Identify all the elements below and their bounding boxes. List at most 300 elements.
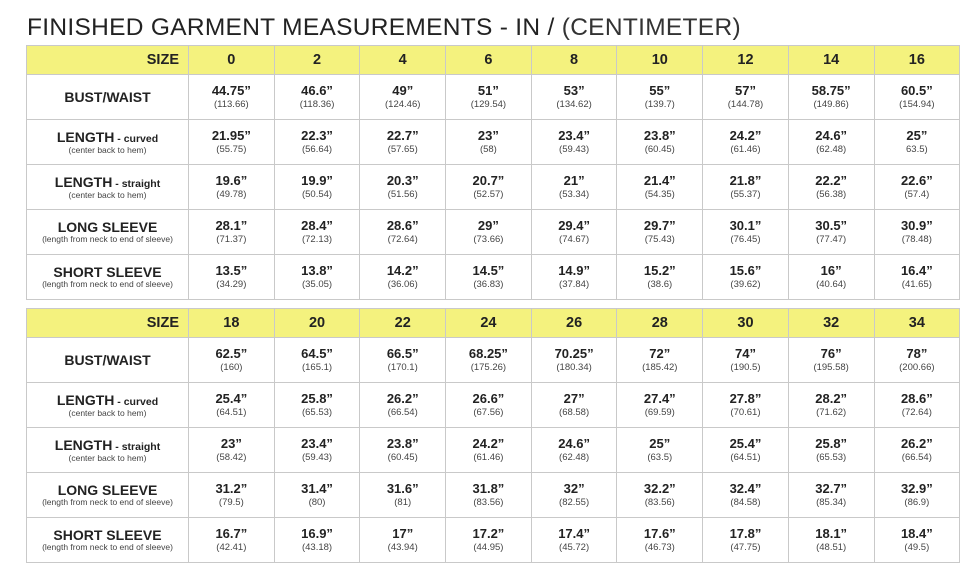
value-centimeters: (185.42) xyxy=(642,361,678,373)
measurement-cell xyxy=(703,473,789,518)
measurement-cell xyxy=(788,120,874,165)
value-centimeters: (43.94) xyxy=(387,541,418,553)
size-header-cell: 20 xyxy=(274,309,360,338)
measurement-cell xyxy=(274,518,360,563)
value-inches: 28.6” xyxy=(386,217,419,233)
size-header-cell: 22 xyxy=(360,309,446,338)
measurement-cell xyxy=(617,255,703,300)
value-inches: 28.4” xyxy=(301,217,333,233)
value-centimeters: (170.1) xyxy=(387,361,418,373)
measurement-cell xyxy=(617,338,703,383)
row-label-cell xyxy=(27,473,189,518)
row-label-note: (center back to hem) xyxy=(68,144,147,155)
value-centimeters: (40.64) xyxy=(816,278,847,290)
value-inches: 76” xyxy=(820,345,842,361)
measurement-cell xyxy=(874,338,960,383)
value-inches: 62.5” xyxy=(215,345,248,361)
value-inches: 70.25” xyxy=(554,345,594,361)
row-label-cell xyxy=(27,383,189,428)
value-centimeters: (64.51) xyxy=(216,406,247,418)
size-header-row xyxy=(27,46,960,75)
measurement-cell xyxy=(617,383,703,428)
measurement-cell xyxy=(446,383,532,428)
value-centimeters: (154.94) xyxy=(899,98,935,110)
value-inches: 31.2” xyxy=(215,480,248,496)
value-inches: 21.95” xyxy=(211,127,251,143)
row-label-note: (center back to hem) xyxy=(68,452,147,463)
measurement-cell xyxy=(874,75,960,120)
row-label xyxy=(27,438,188,453)
value-inches: 22.7” xyxy=(386,127,419,143)
size-header-cell: 8 xyxy=(531,46,617,75)
value-centimeters: (56.38) xyxy=(816,188,847,200)
value-inches: 19.9” xyxy=(301,172,333,188)
value-centimeters: (71.62) xyxy=(816,406,847,418)
measurement-row xyxy=(27,120,960,165)
measurement-cell xyxy=(531,165,617,210)
value-centimeters: (38.6) xyxy=(647,278,673,290)
value-inches: 66.5” xyxy=(386,345,419,361)
row-label-text: LENGTH xyxy=(56,391,115,408)
measurement-cell xyxy=(274,428,360,473)
value-inches: 53” xyxy=(563,82,585,98)
size-header-cell: 12 xyxy=(703,46,789,75)
value-centimeters: (113.66) xyxy=(214,98,249,110)
measurement-cell xyxy=(446,210,532,255)
value-inches: 29.7” xyxy=(643,217,676,233)
measurement-cell xyxy=(703,383,789,428)
value-centimeters: (44.95) xyxy=(473,541,504,553)
row-label xyxy=(27,175,188,190)
size-header-cell: 4 xyxy=(360,46,446,75)
measurement-cell xyxy=(360,383,446,428)
value-inches: 27” xyxy=(563,390,585,406)
value-centimeters: (79.5) xyxy=(218,496,244,508)
measurement-cell xyxy=(703,120,789,165)
value-centimeters: (190.5) xyxy=(730,361,761,373)
value-centimeters: (56.64) xyxy=(301,143,333,155)
value-centimeters: (54.35) xyxy=(644,188,675,200)
row-label-suffix: - straight xyxy=(112,177,161,190)
row-label-text: BUST/WAIST xyxy=(64,351,151,368)
value-centimeters: (139.7) xyxy=(644,98,675,110)
size-header-cell: 26 xyxy=(531,309,617,338)
measurement-cell xyxy=(274,165,360,210)
measurement-cell xyxy=(274,210,360,255)
value-centimeters: (51.56) xyxy=(387,188,418,200)
value-inches: 57” xyxy=(734,82,756,98)
measurement-cell xyxy=(788,165,874,210)
value-centimeters: (41.65) xyxy=(901,278,932,290)
row-label-text: LENGTH xyxy=(56,128,115,145)
measurement-cell xyxy=(874,120,960,165)
value-centimeters: (57.4) xyxy=(904,188,930,200)
row-label-cell xyxy=(27,165,189,210)
value-inches: 26.2” xyxy=(386,390,419,406)
size-header-cell: 6 xyxy=(446,46,532,75)
row-label-text: LENGTH xyxy=(54,436,113,453)
size-header-cell: 18 xyxy=(189,309,275,338)
measurement-cell xyxy=(788,75,874,120)
value-centimeters: (67.56) xyxy=(473,406,504,418)
value-inches: 68.25” xyxy=(468,345,508,361)
value-centimeters: (200.66) xyxy=(899,361,935,373)
value-inches: 14.9” xyxy=(558,262,590,278)
value-centimeters: (53.34) xyxy=(559,188,590,200)
measurement-cell xyxy=(360,120,446,165)
measurement-row xyxy=(27,338,960,383)
measurement-cell xyxy=(446,518,532,563)
row-label-note: (length from neck to end of sleeve) xyxy=(42,279,173,290)
row-label-cell xyxy=(27,210,189,255)
row-label-cell xyxy=(27,255,189,300)
value-inches: 16.7” xyxy=(215,525,248,541)
measurement-cell xyxy=(617,518,703,563)
measurement-cell xyxy=(531,338,617,383)
value-centimeters: (36.83) xyxy=(473,278,504,290)
measurement-cell xyxy=(531,383,617,428)
value-inches: 17.6” xyxy=(643,525,676,541)
page-title xyxy=(27,14,741,42)
value-inches: 24.2” xyxy=(729,127,762,143)
measurement-cell xyxy=(446,338,532,383)
value-centimeters: (124.46) xyxy=(385,98,421,110)
value-inches: 64.5” xyxy=(301,345,333,361)
row-label-note: (length from neck to end of sleeve) xyxy=(42,497,173,508)
row-label-suffix: - straight xyxy=(112,440,161,453)
value-inches: 25” xyxy=(906,127,928,143)
title-separator: / xyxy=(540,14,562,41)
value-centimeters: (72.64) xyxy=(387,233,418,245)
measurement-cell xyxy=(531,518,617,563)
value-inches: 21” xyxy=(563,172,585,188)
value-inches: 25.8” xyxy=(301,390,333,406)
measurement-cell xyxy=(874,428,960,473)
value-inches: 22.3” xyxy=(301,127,333,143)
measurement-cell xyxy=(446,255,532,300)
size-header-row xyxy=(27,309,960,338)
title-main: FINISHED GARMENT MEASUREMENTS - IN xyxy=(27,14,541,41)
row-label xyxy=(27,528,188,543)
measurement-cell xyxy=(874,473,960,518)
measurement-cell xyxy=(788,473,874,518)
row-label-cell xyxy=(27,75,189,120)
value-inches: 60.5” xyxy=(900,82,933,98)
size-header-cell: 24 xyxy=(446,309,532,338)
measurement-cell xyxy=(189,473,275,518)
value-centimeters: (81) xyxy=(394,496,412,508)
value-inches: 20.3” xyxy=(386,172,419,188)
measurement-cell xyxy=(617,428,703,473)
measurement-cell xyxy=(360,518,446,563)
row-label-cell xyxy=(27,518,189,563)
measurement-cell xyxy=(446,75,532,120)
measurement-cell xyxy=(531,428,617,473)
measurement-cell xyxy=(531,473,617,518)
value-centimeters: (195.58) xyxy=(813,361,849,373)
value-centimeters: (118.36) xyxy=(299,98,335,110)
measurement-cell xyxy=(531,210,617,255)
value-inches: 78” xyxy=(906,345,928,361)
row-label-note: (center back to hem) xyxy=(68,189,147,200)
row-label-note: (length from neck to end of sleeve) xyxy=(42,542,173,553)
measurement-cell xyxy=(446,428,532,473)
value-inches: 30.1” xyxy=(729,217,762,233)
value-centimeters: (50.54) xyxy=(301,188,333,200)
value-inches: 32.7” xyxy=(815,480,848,496)
value-centimeters: (83.56) xyxy=(473,496,504,508)
value-inches: 58.75” xyxy=(811,82,851,98)
size-header-cell: 16 xyxy=(874,46,960,75)
value-centimeters: (62.48) xyxy=(559,451,590,463)
value-centimeters: (68.58) xyxy=(559,406,590,418)
value-centimeters: (55.37) xyxy=(730,188,761,200)
measurement-cell xyxy=(360,210,446,255)
value-inches: 23.4” xyxy=(558,127,590,143)
value-centimeters: (72.13) xyxy=(301,233,333,245)
value-inches: 19.6” xyxy=(215,172,248,188)
value-inches: 30.9” xyxy=(900,217,933,233)
value-centimeters: (129.54) xyxy=(470,98,507,110)
value-inches: 22.6” xyxy=(900,172,933,188)
value-centimeters: (42.41) xyxy=(216,541,247,553)
value-centimeters: (69.59) xyxy=(644,406,675,418)
value-centimeters: (48.51) xyxy=(816,541,847,553)
measurement-cell xyxy=(617,210,703,255)
value-inches: 15.6” xyxy=(729,262,762,278)
value-inches: 32.9” xyxy=(900,480,933,496)
measurement-table-sizes-0-16 xyxy=(26,45,960,300)
measurement-cell xyxy=(360,338,446,383)
measurement-cell xyxy=(703,255,789,300)
row-label xyxy=(27,393,188,408)
measurement-cell xyxy=(274,75,360,120)
size-header-cell: 0 xyxy=(189,46,275,75)
value-centimeters: (66.54) xyxy=(387,406,418,418)
row-label-note: (center back to hem) xyxy=(68,407,147,418)
value-centimeters: (49.5) xyxy=(904,541,930,553)
measurement-cell xyxy=(360,255,446,300)
measurement-cell xyxy=(189,518,275,563)
value-centimeters: (49.78) xyxy=(216,188,247,200)
value-inches: 32” xyxy=(563,480,585,496)
value-centimeters: (63.5) xyxy=(647,451,673,463)
value-centimeters: (59.43) xyxy=(559,143,590,155)
value-centimeters: (43.18) xyxy=(301,541,333,553)
value-inches: 18.1” xyxy=(815,525,848,541)
row-label-cell xyxy=(27,120,189,165)
size-header-label: SIZE xyxy=(27,309,189,338)
value-centimeters: (73.66) xyxy=(473,233,504,245)
measurement-cell xyxy=(360,165,446,210)
measurement-row xyxy=(27,383,960,428)
value-inches: 32.2” xyxy=(643,480,676,496)
value-centimeters: (70.61) xyxy=(730,406,761,418)
measurement-cell xyxy=(703,338,789,383)
measurement-row xyxy=(27,473,960,518)
value-inches: 24.2” xyxy=(472,435,505,451)
value-inches: 49” xyxy=(392,82,414,98)
value-inches: 17.2” xyxy=(472,525,505,541)
size-header-cell: 32 xyxy=(788,309,874,338)
measurement-cell xyxy=(189,255,275,300)
value-inches: 15.2” xyxy=(643,262,676,278)
measurement-cell xyxy=(788,210,874,255)
measurement-table-sizes-18-34 xyxy=(26,308,960,563)
measurement-cell xyxy=(874,165,960,210)
size-header-cell: 2 xyxy=(274,46,360,75)
row-label-text: LONG SLEEVE xyxy=(57,481,158,498)
value-inches: 28.2” xyxy=(815,390,848,406)
value-inches: 16” xyxy=(820,262,842,278)
measurement-cell xyxy=(531,75,617,120)
value-centimeters: (149.86) xyxy=(813,98,849,110)
row-label-cell xyxy=(27,428,189,473)
row-label-text: LENGTH xyxy=(54,173,113,190)
value-inches: 17” xyxy=(392,525,414,541)
measurement-cell xyxy=(874,210,960,255)
row-label xyxy=(27,483,188,498)
measurement-cell xyxy=(788,518,874,563)
measurement-cell xyxy=(788,428,874,473)
row-label-suffix: - curved xyxy=(114,395,159,408)
value-centimeters: (83.56) xyxy=(644,496,675,508)
value-inches: 18.4” xyxy=(900,525,933,541)
measurement-cell xyxy=(360,428,446,473)
value-inches: 23” xyxy=(220,435,242,451)
size-header-cell: 34 xyxy=(874,309,960,338)
measurement-cell xyxy=(274,473,360,518)
value-inches: 25.8” xyxy=(815,435,848,451)
measurement-cell xyxy=(703,518,789,563)
value-centimeters: (61.46) xyxy=(730,143,761,155)
value-centimeters: (58.42) xyxy=(216,451,247,463)
value-inches: 23.8” xyxy=(643,127,676,143)
value-centimeters: (60.45) xyxy=(387,451,418,463)
value-centimeters: (62.48) xyxy=(816,143,847,155)
measurement-cell xyxy=(274,338,360,383)
measurement-cell xyxy=(703,165,789,210)
value-centimeters: (74.67) xyxy=(559,233,590,245)
value-centimeters: (60.45) xyxy=(644,143,675,155)
value-inches: 13.8” xyxy=(301,262,333,278)
value-centimeters: (82.55) xyxy=(559,496,590,508)
size-header-label: SIZE xyxy=(27,46,189,75)
value-centimeters: (75.43) xyxy=(644,233,675,245)
row-label xyxy=(27,130,188,145)
value-centimeters: (77.47) xyxy=(816,233,847,245)
row-label xyxy=(27,90,188,105)
value-inches: 16.9” xyxy=(301,525,333,541)
value-centimeters: (65.53) xyxy=(816,451,847,463)
value-centimeters: (160) xyxy=(220,361,243,373)
value-centimeters: (46.73) xyxy=(644,541,675,553)
value-centimeters: (175.26) xyxy=(470,361,507,373)
value-centimeters: (86.9) xyxy=(904,496,930,508)
value-centimeters: (59.43) xyxy=(301,451,333,463)
value-inches: 31.4” xyxy=(301,480,333,496)
value-inches: 44.75” xyxy=(211,82,251,98)
value-centimeters: (36.06) xyxy=(387,278,418,290)
value-inches: 24.6” xyxy=(815,127,848,143)
measurement-cell xyxy=(274,120,360,165)
value-inches: 17.4” xyxy=(558,525,590,541)
value-inches: 23” xyxy=(477,127,499,143)
value-inches: 14.2” xyxy=(386,262,419,278)
value-centimeters: (65.53) xyxy=(301,406,333,418)
row-label xyxy=(27,220,188,235)
value-inches: 28.6” xyxy=(900,390,933,406)
value-centimeters: (39.62) xyxy=(730,278,761,290)
value-centimeters: (45.72) xyxy=(559,541,590,553)
measurement-cell xyxy=(189,75,275,120)
measurement-cell xyxy=(189,428,275,473)
measurement-cell xyxy=(360,473,446,518)
measurement-cell xyxy=(703,428,789,473)
measurement-row xyxy=(27,255,960,300)
row-label-text: SHORT SLEEVE xyxy=(53,263,162,280)
row-label-text: LONG SLEEVE xyxy=(57,218,158,235)
value-centimeters: (55.75) xyxy=(216,143,247,155)
measurement-cell xyxy=(189,210,275,255)
value-inches: 72” xyxy=(649,345,671,361)
value-inches: 24.6” xyxy=(558,435,590,451)
row-label-note: (length from neck to end of sleeve) xyxy=(42,234,173,245)
value-inches: 31.8” xyxy=(472,480,505,496)
measurement-cell xyxy=(703,210,789,255)
value-inches: 30.5” xyxy=(815,217,848,233)
measurement-cell xyxy=(617,473,703,518)
value-inches: 29” xyxy=(477,217,499,233)
value-inches: 74” xyxy=(734,345,756,361)
measurement-cell xyxy=(360,75,446,120)
measurement-cell xyxy=(274,383,360,428)
value-inches: 23.8” xyxy=(386,435,419,451)
value-inches: 27.4” xyxy=(643,390,676,406)
measurement-row xyxy=(27,210,960,255)
size-header-cell: 28 xyxy=(617,309,703,338)
title-unit-alt: (CENTIMETER) xyxy=(561,14,741,41)
value-inches: 31.6” xyxy=(386,480,419,496)
value-centimeters: (134.62) xyxy=(556,98,592,110)
value-inches: 14.5” xyxy=(472,262,505,278)
value-inches: 16.4” xyxy=(900,262,933,278)
row-label-text: SHORT SLEEVE xyxy=(53,526,162,543)
size-header-cell: 10 xyxy=(617,46,703,75)
value-inches: 28.1” xyxy=(215,217,248,233)
value-centimeters: 63.5) xyxy=(906,143,928,155)
value-inches: 13.5” xyxy=(215,262,248,278)
measurement-cell xyxy=(617,165,703,210)
measurement-cell xyxy=(446,165,532,210)
row-label-suffix: - curved xyxy=(114,132,159,145)
value-inches: 51” xyxy=(477,82,499,98)
value-centimeters: (71.37) xyxy=(216,233,247,245)
measurement-cell xyxy=(788,255,874,300)
measurement-cell xyxy=(446,473,532,518)
row-label xyxy=(27,353,188,368)
row-label xyxy=(27,265,188,280)
value-inches: 22.2” xyxy=(815,172,848,188)
value-inches: 32.4” xyxy=(729,480,762,496)
value-inches: 25” xyxy=(649,435,671,451)
value-centimeters: (78.48) xyxy=(901,233,932,245)
measurement-cell xyxy=(703,75,789,120)
measurement-cell xyxy=(617,120,703,165)
value-inches: 23.4” xyxy=(301,435,333,451)
measurement-cell xyxy=(788,338,874,383)
value-inches: 25.4” xyxy=(215,390,248,406)
